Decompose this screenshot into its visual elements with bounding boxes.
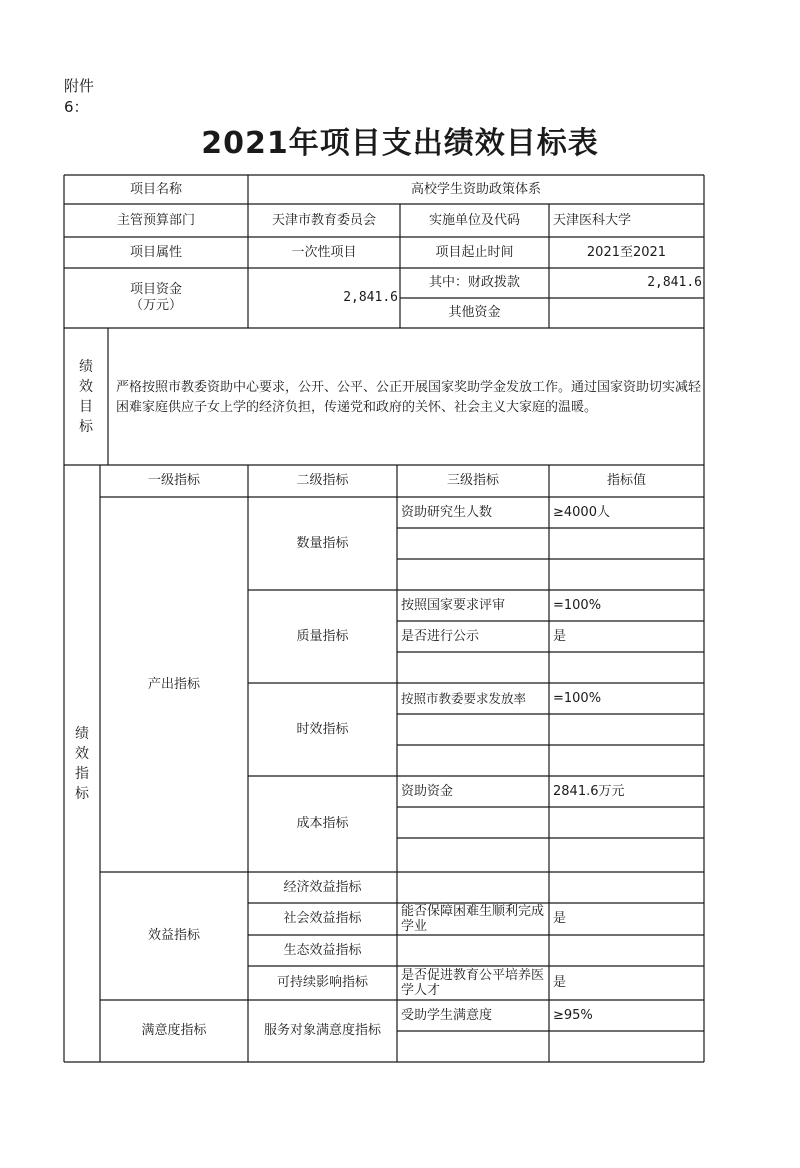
metric-cell: 按照国家要求评审 (401, 597, 506, 613)
value-cell: ≥4000人 (553, 504, 610, 520)
level2-quantity: 数量指标 (296, 535, 349, 551)
level2-timeliness: 时效指标 (296, 721, 349, 737)
metric-cell: 是否促进教育公平培养医学人才 (401, 968, 545, 998)
level2-quality: 质量指标 (296, 628, 349, 644)
level2-sustainable: 可持续影响指标 (276, 975, 368, 990)
attachment-label: 附件6： (64, 77, 95, 116)
project-name-label: 项目名称 (129, 181, 182, 197)
level2-ecological: 生态效益指标 (283, 942, 362, 958)
indicators-label-char: 指 (75, 765, 89, 782)
metric-cell: 是否进行公示 (401, 628, 480, 644)
metric-cell: 资助研究生人数 (401, 504, 493, 520)
level2-economic: 经济效益指标 (283, 879, 362, 895)
attr-label: 项目属性 (129, 244, 182, 260)
column-header-value: 指标值 (606, 473, 646, 488)
goal-label-char: 标 (79, 418, 93, 435)
period-value: 2021至2021 (586, 244, 667, 260)
indicators-label (64, 465, 100, 1062)
funds-label (64, 268, 248, 328)
metric-cell: 按照市教委要求发放率 (401, 690, 527, 706)
column-header-level1: 一级指标 (147, 473, 200, 488)
page-title: 2021年项目支出绩效目标表 (201, 126, 599, 161)
impl-value: 天津医科大学 (553, 212, 632, 228)
impl-label: 实施单位及代码 (428, 212, 520, 228)
indicators-label-char: 绩 (75, 725, 89, 742)
period-label: 项目起止时间 (435, 244, 514, 260)
funds-label-line2: （万元） (129, 298, 182, 313)
level2-service-satisfaction: 服务对象满意度指标 (263, 1023, 381, 1038)
goal-label-char: 效 (79, 378, 93, 395)
goal-label-char: 目 (79, 398, 93, 415)
goal-label-char: 绩 (79, 358, 93, 375)
level2-cost: 成本指标 (296, 816, 349, 831)
attr-value: 一次性项目 (291, 244, 357, 260)
column-header-level2: 二级指标 (296, 473, 349, 488)
goal-label (64, 328, 108, 465)
value-cell: ≥95% (553, 1007, 593, 1023)
dept-label: 主管预算部门 (116, 212, 195, 228)
level2-social: 社会效益指标 (283, 911, 362, 926)
value-cell: 是 (553, 628, 567, 644)
level1-satisfaction: 满意度指标 (141, 1023, 207, 1038)
fiscal-value: 2,841.6 (647, 275, 702, 290)
other-value (549, 298, 704, 328)
indicators-label-char: 标 (75, 785, 89, 802)
level1-output: 产出指标 (147, 676, 200, 692)
value-cell: 2841.6万元 (553, 783, 625, 799)
value-cell: =100% (553, 597, 602, 613)
funds-total: 2,841.6 (343, 290, 398, 305)
funds-label-line1: 项目资金 (129, 282, 182, 297)
fiscal-label: 其中：财政拨款 (428, 275, 520, 290)
metric-cell: 受助学生满意度 (401, 1007, 493, 1023)
indicators-label-char: 效 (75, 745, 89, 762)
value-cell: 是 (553, 975, 567, 990)
project-name: 高校学生资助政策体系 (410, 181, 541, 197)
metric-cell: 资助资金 (401, 783, 454, 799)
metric-cell: 能否保障困难生顺利完成学业 (401, 904, 545, 934)
dept-value: 天津市教育委员会 (271, 212, 376, 228)
column-header-level3: 三级指标 (446, 473, 499, 488)
value-cell: =100% (553, 690, 602, 706)
goal-text: 严格按照市教委资助中心要求，公开、公平、公正开展国家奖助学金发放工作。通过国家资助切实减轻困难家庭供应子女上学的经济负担，传递党和政府的关怀、社会主义大家庭的温暖。 (116, 380, 702, 415)
other-label: 其他资金 (448, 305, 501, 320)
level1-benefit: 效益指标 (147, 928, 200, 943)
value-cell: 是 (553, 911, 567, 926)
